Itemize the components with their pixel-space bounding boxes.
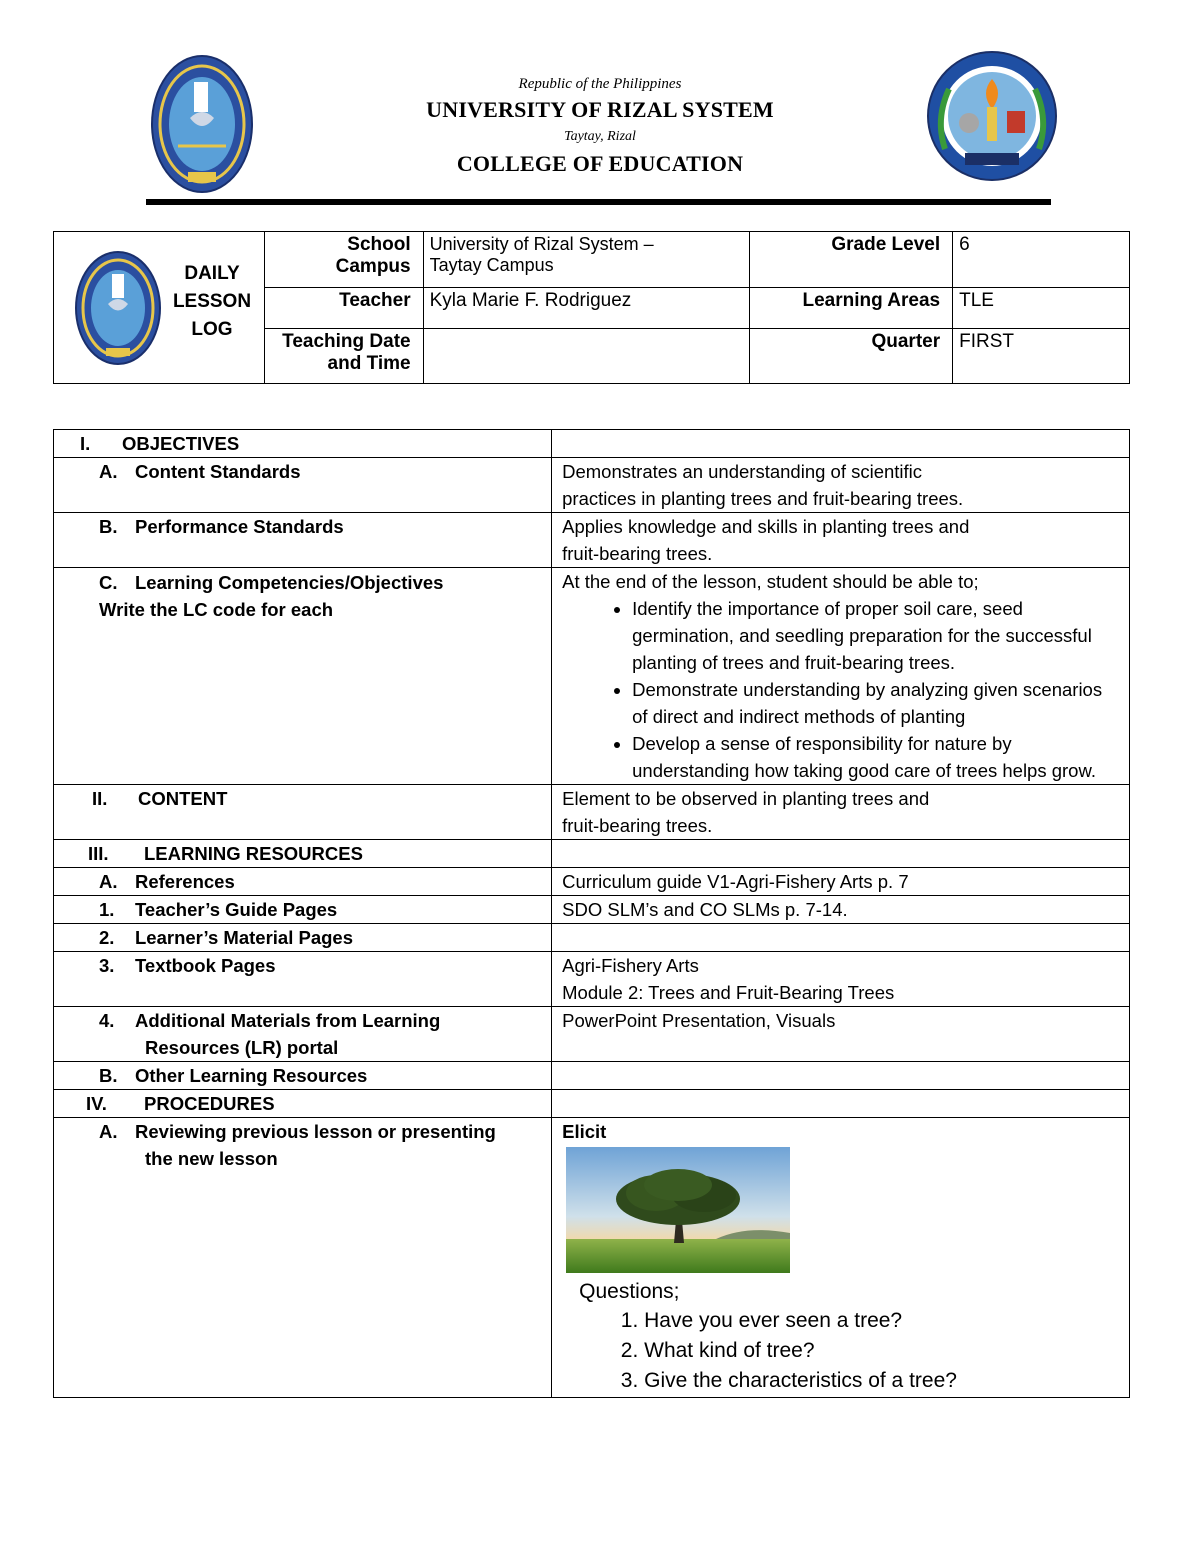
list-item: • Identify the importance of proper soil care, seed germination, and seedling preparation for the successful planting of trees and fruit-bearing trees. [632, 595, 1119, 676]
table-row: C. Learning Competencies/Objectives Write the LC code for each At the end of the lesson, student should be able to; • Identify the importance of proper soil care, seed germination, and seedling preparation for the successful planting of trees and fruit-bearing trees. • Demonstrate understanding by analyzing given scenarios of direct and indirect methods of planting • Develop a sense of responsibility for nature by understanding how taking good care of trees helps grow. [54, 568, 1130, 785]
additional-materials-value: PowerPoint Presentation, Visuals [552, 1007, 1130, 1062]
table-row: B. Other Learning Resources [54, 1062, 1130, 1090]
header-republic: Republic of the Philippines [518, 76, 682, 92]
lesson-info-table [53, 231, 1130, 384]
table-row: 3. Textbook Pages Agri-Fishery Arts Module 2: Trees and Fruit-Bearing Trees [54, 952, 1130, 1007]
list-item: 3. Give the characteristics of a tree? [644, 1366, 1119, 1396]
elicit-heading: Elicit [562, 1121, 607, 1142]
content-heading: CONTENT [138, 788, 228, 809]
teacher-guide-value: SDO SLM’s and CO SLMs p. 7-14. [552, 896, 1130, 924]
university-seal-small-icon [74, 250, 162, 366]
procedures-heading: PROCEDURES [144, 1093, 275, 1114]
references-value: Curriculum guide V1-Agri-Fishery Arts p. 7 [552, 868, 1130, 896]
table-row: III. LEARNING RESOURCES [54, 840, 1130, 868]
grade-level-label: Grade Level [750, 232, 953, 288]
list-item: • Develop a sense of responsibility for nature by understanding how taking good care of trees helps grow. [632, 730, 1119, 784]
teaching-date-label: Teaching Date and Time [264, 329, 423, 384]
daily-lesson-log-cell [54, 232, 265, 384]
college-of-education-seal-icon [925, 49, 1059, 183]
list-item: 1. Have you ever seen a tree? [644, 1306, 1119, 1336]
school-value: University of Rizal System – Taytay Campus [423, 232, 750, 288]
questions-heading: Questions; [579, 1280, 680, 1303]
teacher-label: Teacher [264, 288, 423, 329]
table-row: B. Performance Standards Applies knowledge and skills in planting trees and fruit-bearing trees. [54, 513, 1130, 568]
school-label: School Campus [264, 232, 423, 288]
review-lesson-label: Reviewing previous lesson or presenting [135, 1121, 496, 1142]
textbook-label: Textbook Pages [135, 955, 276, 976]
content-standards-label: Content Standards [135, 461, 301, 482]
competencies-label: Learning Competencies/Objectives [135, 572, 444, 593]
table-row: IV. PROCEDURES [54, 1090, 1130, 1118]
table-row: 2. Learner’s Material Pages [54, 924, 1130, 952]
learning-areas-label: Learning Areas [750, 288, 953, 329]
header-divider [146, 199, 1051, 205]
performance-standards-label: Performance Standards [135, 516, 344, 537]
grade-level-value: 6 [953, 232, 1130, 288]
header-university: UNIVERSITY OF RIZAL SYSTEM [426, 97, 774, 122]
teacher-value: Kyla Marie F. Rodriguez [423, 288, 750, 329]
table-row: A. Reviewing previous lesson or presenting the new lesson Elicit Questions; 1. Have you ever seen a tree? 2. What kind of tree? 3. Give the characteristics of a tree? [54, 1118, 1130, 1398]
learning-areas-value: TLE [953, 288, 1130, 329]
additional-materials-label: Additional Materials from Learning [135, 1010, 441, 1031]
objectives-heading: OBJECTIVES [122, 433, 240, 454]
table-row: I. OBJECTIVES [54, 430, 1130, 458]
teacher-guide-label: Teacher’s Guide Pages [135, 899, 338, 920]
lc-code-note: Write the LC code for each [99, 599, 334, 620]
tree-photo [566, 1147, 790, 1273]
other-resources-label: Other Learning Resources [135, 1065, 368, 1086]
lesson-plan-table [53, 429, 1130, 1398]
table-row: A. Content Standards Demonstrates an understanding of scientific practices in planting trees and fruit-bearing trees. [54, 458, 1130, 513]
table-row: 1. Teacher’s Guide Pages SDO SLM’s and CO SLMs p. 7-14. [54, 896, 1130, 924]
dll-title-line: LESSON [172, 291, 252, 312]
learner-material-label: Learner’s Material Pages [135, 927, 353, 948]
table-row: A. References Curriculum guide V1-Agri-Fishery Arts p. 7 [54, 868, 1130, 896]
other-resources-value [552, 1062, 1130, 1090]
textbook-value: Agri-Fishery Arts Module 2: Trees and Fruit-Bearing Trees [552, 952, 1130, 1007]
content-standards-value: Demonstrates an understanding of scientific practices in planting trees and fruit-bearing trees. [552, 458, 1130, 513]
performance-standards-value: Applies knowledge and skills in planting trees and fruit-bearing trees. [552, 513, 1130, 568]
references-label: References [135, 871, 235, 892]
quarter-label: Quarter [750, 329, 953, 384]
table-row: 4. Additional Materials from Learning Resources (LR) portal PowerPoint Presentation, Visuals [54, 1007, 1130, 1062]
quarter-value: FIRST [953, 329, 1130, 384]
university-seal-icon [150, 54, 254, 194]
dll-title-line: DAILY [184, 263, 240, 284]
competencies-value: At the end of the lesson, student should be able to; • Identify the importance of proper soil care, seed germination, and seedling preparation for the successful planting of trees and fruit-bearing trees. • Demonstrate understanding by analyzing given scenarios of direct and indirect methods of planting • Develop a sense of responsibility for nature by understanding how taking good care of trees helps grow. [552, 568, 1130, 785]
header-college: COLLEGE OF EDUCATION [456, 151, 744, 176]
list-item: 2. What kind of tree? [644, 1336, 1119, 1366]
list-item: • Demonstrate understanding by analyzing given scenarios of direct and indirect methods of planting [632, 676, 1119, 730]
header-campus: Taytay, Rizal [564, 129, 636, 144]
dll-title-line: LOG [191, 319, 233, 340]
table-row: II. CONTENT Element to be observed in planting trees and fruit-bearing trees. [54, 785, 1130, 840]
learner-material-value [552, 924, 1130, 952]
teaching-date-value [423, 329, 750, 384]
learning-resources-heading: LEARNING RESOURCES [144, 843, 363, 864]
content-value: Element to be observed in planting trees and fruit-bearing trees. [552, 785, 1130, 840]
review-lesson-value [552, 1118, 1130, 1398]
